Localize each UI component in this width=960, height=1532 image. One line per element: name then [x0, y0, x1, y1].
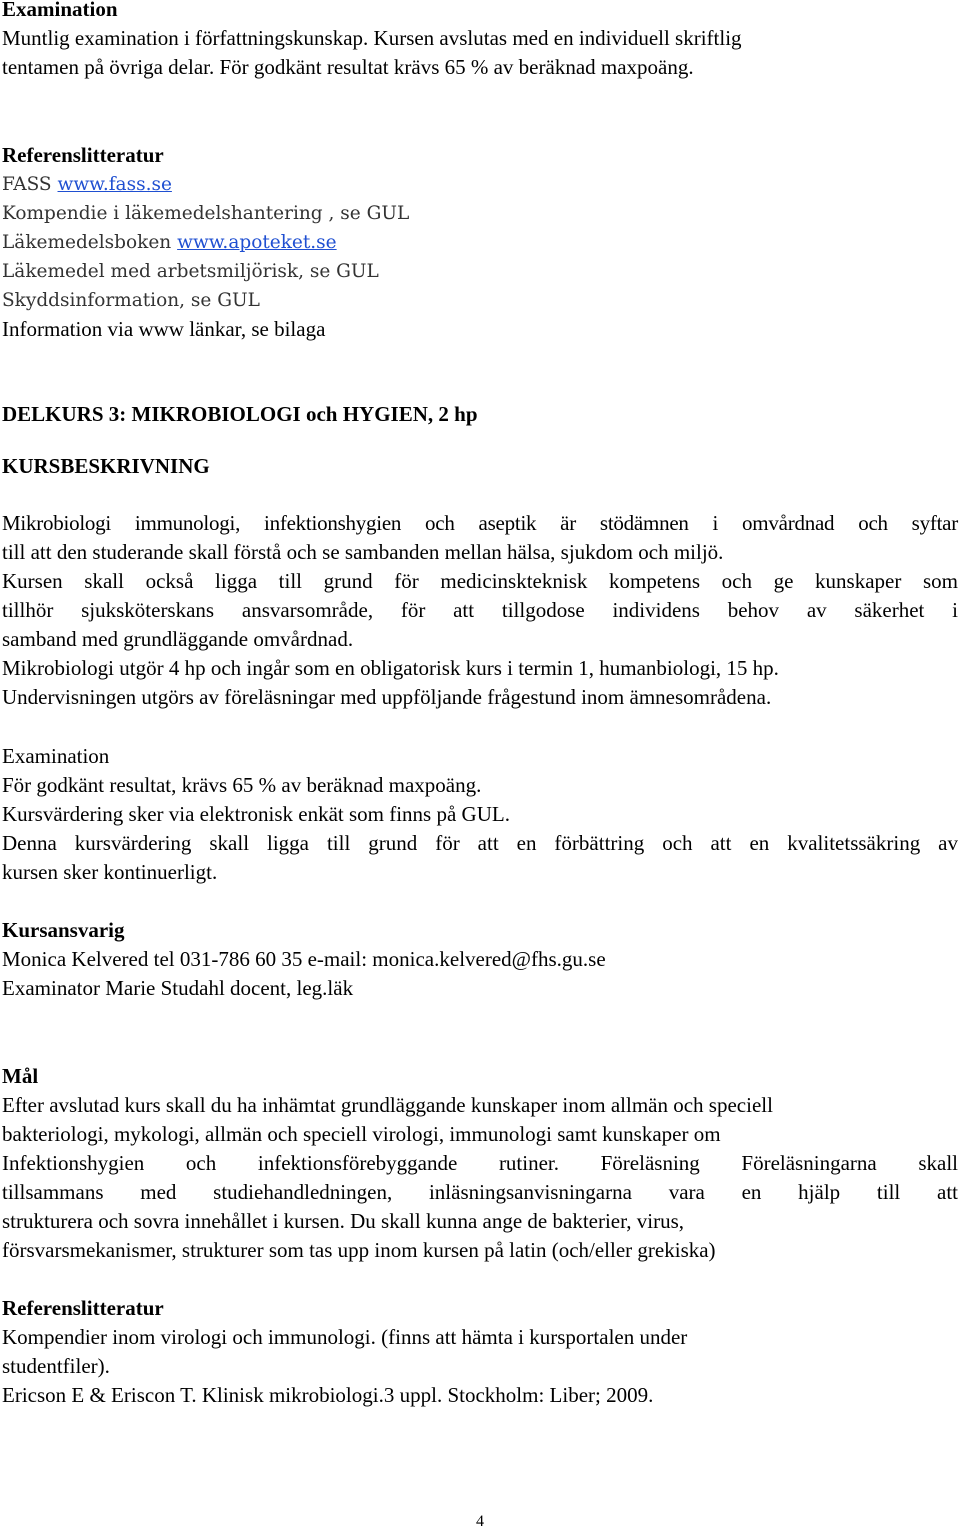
reference-item-fass	[2, 170, 958, 199]
examination-line: Kursvärdering sker via elektronisk enkät som finns på GUL.	[2, 802, 510, 826]
examination-heading-2: Examination	[2, 744, 110, 768]
paragraph-line: samband med grundläggande omvårdnad.	[2, 627, 354, 651]
reference-item-information: Information via www länkar, se bilaga	[2, 317, 326, 341]
lakemedelsboken-label: Läkemedelsboken	[2, 232, 172, 253]
reference-item-kompendie: Kompendie i läkemedelshantering , se GUL	[2, 203, 410, 224]
examination-section-2	[2, 742, 958, 887]
kursansvarig-section	[2, 916, 958, 1003]
kursbeskrivning-section	[2, 452, 958, 481]
reference-section-2	[2, 1294, 958, 1410]
examinator-line: Examinator Marie Studahl docent, leg.läk	[2, 976, 354, 1000]
reference-section	[2, 141, 958, 344]
paragraph-line: till att den studerande skall förstå och se sambanden mellan hälsa, sjukdom och miljö.	[2, 540, 724, 564]
fass-label: FASS	[2, 174, 52, 195]
kursbeskrivning-heading: KURSBESKRIVNING	[2, 454, 210, 478]
paragraph-line: Mikrobiologi immunologi, infektionshygien och aseptik är stödämnen i omvårdnad och syftar	[2, 511, 958, 535]
mal-line: Infektionshygien och infektionsförebyggande rutiner. Föreläsning Föreläsningarna skall	[2, 1151, 958, 1175]
reference-heading-2: Referenslitteratur	[2, 1296, 164, 1320]
mal-section	[2, 1062, 958, 1265]
kursansvarig-heading: Kursansvarig	[2, 918, 125, 942]
paragraph-line: tillhör sjuksköterskans ansvarsområde, för att tillgodose individens behov av säkerhet i	[2, 598, 958, 622]
reference-line: Ericson E & Eriscon T. Klinisk mikrobiologi.3 uppl. Stockholm: Liber; 2009.	[2, 1383, 654, 1407]
delkurs-title: DELKURS 3: MIKROBIOLOGI och HYGIEN, 2 hp	[2, 402, 478, 426]
mal-line: Efter avslutad kurs skall du ha inhämtat grundläggande kunskaper inom allmän och speciell	[2, 1093, 773, 1117]
paragraph-line: Kursen skall också ligga till grund för medicinskteknisk kompetens och ge kunskaper som	[2, 569, 958, 593]
reference-line: Kompendier inom virologi och immunologi. (finns att hämta i kursportalen under	[2, 1325, 688, 1349]
examination-line: För godkänt resultat, krävs 65 % av beräknad maxpoäng.	[2, 773, 482, 797]
kursansvarig-contact: Monica Kelvered tel 031-786 60 35 e-mail: monica.kelvered@fhs.gu.se	[2, 947, 606, 971]
delkurs-section	[2, 400, 958, 429]
fass-link[interactable]: www.fass.se	[57, 174, 172, 195]
mal-line: bakteriologi, mykologi, allmän och speciell virologi, immunologi samt kunskaper om	[2, 1122, 721, 1146]
mal-line: försvarsmekanismer, strukturer som tas upp inom kursen på latin (och/eller grekiska)	[2, 1238, 716, 1262]
reference-item-lakemedelsboken	[2, 228, 958, 257]
examination-line: tentamen på övriga delar. För godkänt resultat krävs 65 % av beräknad maxpoäng.	[2, 55, 694, 79]
apoteket-link[interactable]: www.apoteket.se	[177, 232, 337, 253]
examination-section	[2, 0, 958, 82]
examination-line: Muntlig examination i författningskunskap. Kursen avslutas med en individuell skriftlig	[2, 26, 742, 50]
examination-line: kursen sker kontinuerligt.	[2, 860, 218, 884]
reference-line: studentfiler).	[2, 1354, 110, 1378]
examination-heading: Examination	[2, 0, 118, 21]
paragraph-line: Undervisningen utgörs av föreläsningar med uppföljande frågestund inom ämnesområdena.	[2, 685, 772, 709]
mal-line: strukturera och sovra innehållet i kursen. Du skall kunna ange de bakterier, virus,	[2, 1209, 685, 1233]
paragraph-line: Mikrobiologi utgör 4 hp och ingår som en obligatorisk kurs i termin 1, humanbiologi, 15 hp.	[2, 656, 779, 680]
mal-heading: Mål	[2, 1064, 39, 1088]
mal-line: tillsammans med studiehandledningen, inläsningsanvisningarna vara en hjälp till att	[2, 1180, 958, 1204]
page-number: 4	[476, 1513, 484, 1530]
kursbeskrivning-paragraph	[2, 509, 958, 712]
reference-heading: Referenslitteratur	[2, 143, 164, 167]
reference-item-skyddsinformation: Skyddsinformation, se GUL	[2, 290, 260, 311]
examination-line: Denna kursvärdering skall ligga till grund för att en förbättring och att en kvalitetssäkring av	[2, 831, 958, 855]
reference-item-arbetsmiljorisk: Läkemedel med arbetsmiljörisk, se GUL	[2, 261, 379, 282]
